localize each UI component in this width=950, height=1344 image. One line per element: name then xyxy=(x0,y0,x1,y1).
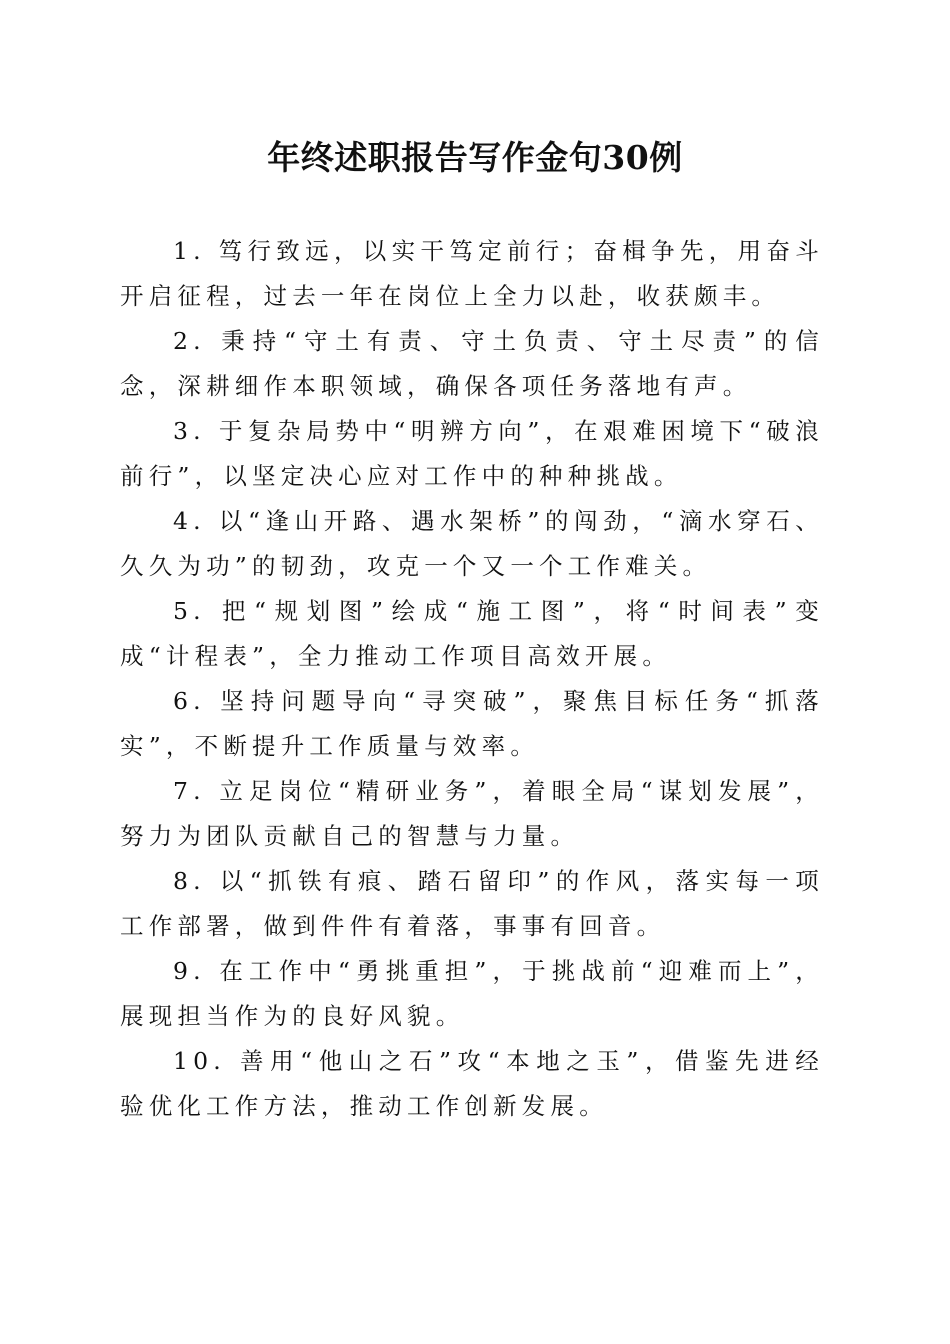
list-item: 1. 笃行致远，以实干笃定前行；奋楫争先，用奋斗开启征程，过去一年在岗位上全力以赴，收获颇丰。 xyxy=(120,237,824,310)
list-item: 8. 以“抓铁有痕、踏石留印”的作风，落实每一项工作部署，做到件件有着落，事事有回音。 xyxy=(120,867,824,940)
list-item: 6. 坚持问题导向“寻突破”，聚焦目标任务“抓落实”，不断提升工作质量与效率。 xyxy=(120,687,824,760)
list-item: 7. 立足岗位“精研业务”，着眼全局“谋划发展”，努力为团队贡献自己的智慧与力量。 xyxy=(120,777,824,850)
document-body xyxy=(120,229,824,1129)
list-item: 5. 把“规划图”绘成“施工图”，将“时间表”变成“计程表”，全力推动工作项目高效开展。 xyxy=(120,597,824,670)
list-item: 4. 以“逢山开路、遇水架桥”的闯劲，“滴水穿石、久久为功”的韧劲，攻克一个又一个工作难关。 xyxy=(120,507,824,580)
list-item: 2. 秉持“守土有责、守土负责、守土尽责”的信念，深耕细作本职领域，确保各项任务落地有声。 xyxy=(120,327,824,400)
list-item: 3. 于复杂局势中“明辨方向”，在艰难困境下“破浪前行”，以坚定决心应对工作中的种种挑战。 xyxy=(120,417,824,490)
list-item: 9. 在工作中“勇挑重担”，于挑战前“迎难而上”，展现担当作为的良好风貌。 xyxy=(120,957,824,1030)
list-item: 10. 善用“他山之石”攻“本地之玉”，借鉴先进经验优化工作方法，推动工作创新发展。 xyxy=(120,1047,824,1120)
document-title: 年终述职报告写作金句30例 xyxy=(267,138,683,177)
